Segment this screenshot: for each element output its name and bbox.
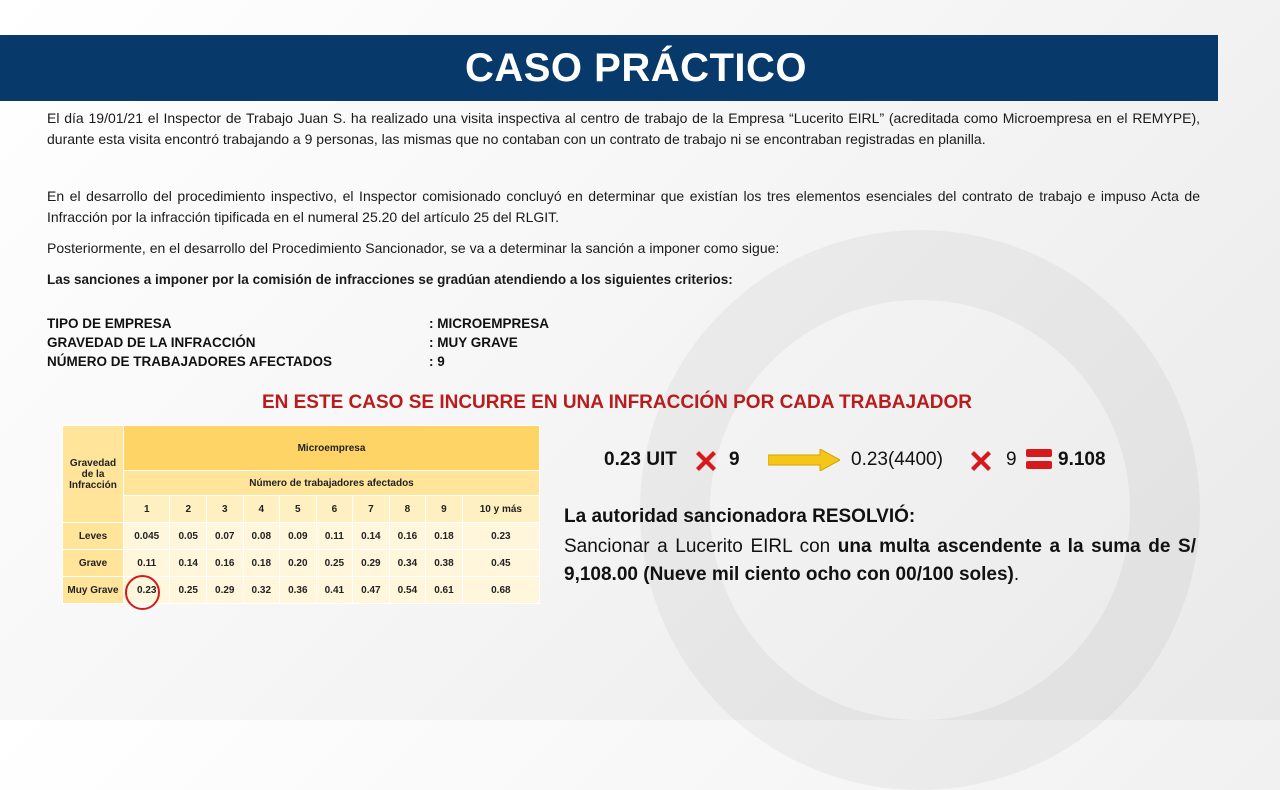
column-header-row — [63, 496, 540, 523]
criteria-key: GRAVEDAD DE LA INFRACCIÓN — [47, 335, 256, 350]
resolution-text-end: . — [1013, 564, 1020, 585]
column-header-cell: 2 — [170, 496, 207, 523]
column-header-cell: 5 — [280, 496, 317, 523]
resolution-title: La autoridad sancionadora RESOLVIÓ: — [564, 506, 916, 527]
table-cell: 0.05 — [170, 523, 207, 550]
table-cell: 0.29 — [353, 550, 390, 577]
table-cell: 0.34 — [389, 550, 426, 577]
table-cell: 0.045 — [124, 523, 170, 550]
table-cell: 0.32 — [243, 577, 280, 604]
table-cell: 0.14 — [170, 550, 207, 577]
paragraph-2: En el desarrollo del procedimiento inspectivo, el Inspector comisionado concluyó en determinar que existían los tres elementos esenciales del contrato de trabajo e impuso Acta de Infracción por la infracción tipificada en el numeral 25.20 del artículo 25 del RLGIT. — [47, 188, 1200, 225]
equation-result: 9.108 — [1058, 449, 1106, 470]
column-header-cell: 4 — [243, 496, 280, 523]
criteria-value: : MICROEMPRESA — [429, 316, 550, 331]
table-cell: 0.11 — [316, 523, 353, 550]
multiply-icon — [967, 447, 995, 475]
paragraph-criteria-intro: Las sanciones a imponer por la comisión de infracciones se gradúan atendiendo a los siguientes criterios: — [47, 272, 733, 287]
table-cell: 0.16 — [389, 523, 426, 550]
paragraph-3: Posteriormente, en el desarrollo del Procedimiento Sancionador, se va a determinar la sanción a imponer como sigue: — [47, 240, 780, 256]
resolution-text-plain: Sancionar a Lucerito EIRL con — [564, 536, 838, 557]
resolution-text — [564, 533, 1196, 589]
equation-term-uit: 0.23 UIT — [604, 449, 677, 470]
right-arrow-icon — [768, 449, 840, 471]
highlight-circle — [125, 575, 160, 610]
table-cell: 0.18 — [426, 523, 463, 550]
column-header-cell: 6 — [316, 496, 353, 523]
column-header-cell: 3 — [206, 496, 243, 523]
column-header-cell: 9 — [426, 496, 463, 523]
table-cell: 0.23 — [124, 577, 170, 604]
criteria-value: : MUY GRAVE — [429, 335, 518, 350]
equation-term-workers: 9 — [729, 449, 740, 470]
criteria-row — [47, 314, 549, 333]
criteria-value: : 9 — [429, 354, 445, 369]
table-cell: 0.07 — [206, 523, 243, 550]
table-cell: 0.25 — [316, 550, 353, 577]
row-label: Leves — [63, 523, 124, 550]
table-cell: 0.68 — [462, 577, 539, 604]
table-cell: 0.54 — [389, 577, 426, 604]
table-cell: 0.23 — [462, 523, 539, 550]
column-header-cell: 1 — [124, 496, 170, 523]
table-cell: 0.36 — [280, 577, 317, 604]
row-label: Grave — [63, 550, 124, 577]
multiply-icon — [692, 447, 720, 475]
row-label: Muy Grave — [63, 577, 124, 604]
equals-icon — [1026, 447, 1052, 471]
equation-term-workers-2: 9 — [1006, 449, 1017, 470]
table-cell: 0.16 — [206, 550, 243, 577]
criteria-list — [47, 314, 549, 371]
sanctions-table — [62, 425, 540, 598]
table-cell: 0.41 — [316, 577, 353, 604]
table-cell: 0.29 — [206, 577, 243, 604]
row-header-cell: Gravedad de la Infracción — [63, 426, 124, 523]
table-row — [63, 550, 540, 577]
page-title: CASO PRÁCTICO — [464, 46, 808, 90]
criteria-row — [47, 352, 549, 371]
table-cell: 0.09 — [280, 523, 317, 550]
table-cell: 0.25 — [170, 577, 207, 604]
criteria-row — [47, 333, 549, 352]
table-row — [63, 523, 540, 550]
table-cell: 0.45 — [462, 550, 539, 577]
column-header-cell: 7 — [353, 496, 390, 523]
table-cell: 0.18 — [243, 550, 280, 577]
paragraph-1: El día 19/01/21 el Inspector de Trabajo Juan S. ha realizado una visita inspectiva al centro de trabajo de la Empresa “Lucerito EIRL” (acreditada como Microempresa en el REMYPE), durante esta visita encontró trabajando a 9 personas, las mismas que no contaban con un contrato de trabajo ni se encontraban registradas en planilla. — [47, 110, 1200, 147]
equation-term-amount: 0.23(4400) — [851, 449, 943, 470]
table-cell: 0.47 — [353, 577, 390, 604]
highlight-statement: EN ESTE CASO SE INCURRE EN UNA INFRACCIÓN POR CADA TRABAJADOR — [261, 392, 973, 413]
table-cell: 0.61 — [426, 577, 463, 604]
resolution-text-bold: una multa ascendente a la suma de S/ 9,108.00 (Nueve mil ciento ocho con 00/100 soles) — [564, 536, 1196, 585]
criteria-key: NÚMERO DE TRABAJADORES AFECTADOS — [47, 354, 333, 369]
table-cell: 0.20 — [280, 550, 317, 577]
table-cell: 0.08 — [243, 523, 280, 550]
table-cell: 0.38 — [426, 550, 463, 577]
table-cell: 0.11 — [124, 550, 170, 577]
column-header-cell: 8 — [389, 496, 426, 523]
table-cell: 0.14 — [353, 523, 390, 550]
table-title: Microempresa — [124, 426, 540, 471]
criteria-key: TIPO DE EMPRESA — [47, 316, 172, 331]
column-group-header: Número de trabajadores afectados — [124, 471, 540, 496]
column-header-cell: 10 y más — [462, 496, 539, 523]
